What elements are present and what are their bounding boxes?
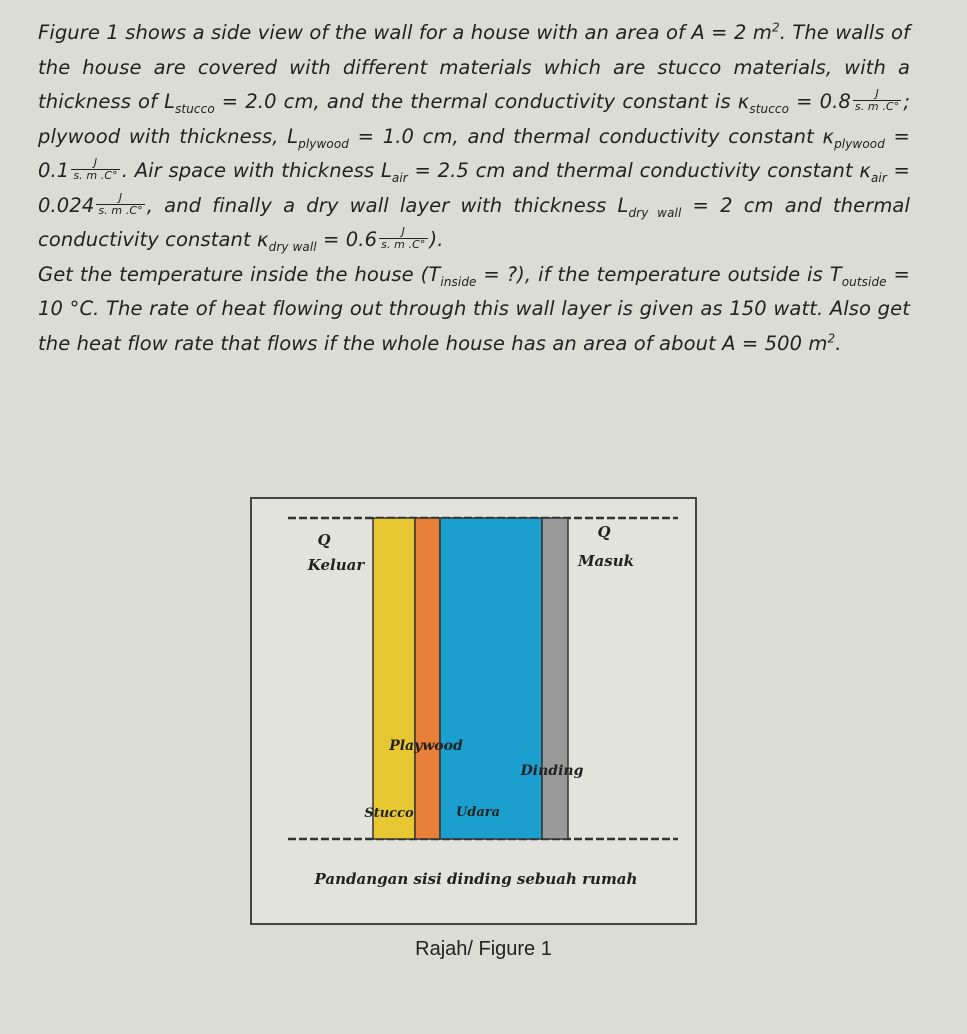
unit-fraction: $\frac{J}{s. m .C^\circ}$ <box>73 156 118 182</box>
air-layer <box>440 518 542 839</box>
inflow-label: Masuk <box>577 552 635 570</box>
unit-fraction: $\frac{J}{s. m .C^\circ}$ <box>854 87 900 113</box>
drywall-layer <box>542 518 568 839</box>
air-label: Udara <box>455 805 501 820</box>
stucco-layer <box>373 518 415 839</box>
problem-text <box>38 16 910 361</box>
unit-fraction: $\frac{J}{s. m .C^\circ}$ <box>98 190 143 217</box>
wall-diagram <box>252 499 695 923</box>
figure-subtitle: Pandangan sisi dinding sebuah rumah <box>314 870 638 888</box>
figure-frame <box>250 497 697 925</box>
outflow-label: Keluar <box>307 556 365 574</box>
unit-fraction: $\frac{J}{s. m .C^\circ}$ <box>381 225 426 251</box>
stucco-label: Stucco <box>364 806 414 821</box>
plywood-layer <box>415 518 440 839</box>
problem-paragraph-2: Get the temperature inside the house ($T_{inside}$ = ?), if the temperature outside is $T_{outside} = 10$ °C. The rate of heat flowing out through this wall layer is given as 150 watt. Also get the heat flow rate that flows if the whole house has an area of about A = 500 $m^2$. <box>38 262 910 355</box>
figure-caption: Rajah/ Figure 1 <box>415 938 552 960</box>
problem-paragraph-1: Figure 1 shows a side view of the wall for a house with an area of A = 2 $m^2$. The walls of the house are covered with different materials which are stucco materials, with a thickness of $L_{stucco} = 2.0$ cm, and the thermal conductivity constant is $\kappa_{stucco} = 0.8$ $\frac{J}{s. m .C^\circ}$ ; plywood with thickness, $L_{plywood} = 1.0$ cm, and thermal conductivity constant $\kappa_{plywood} = 0.1$ $\frac{J}{s. m .C^\circ}$ . Air space with thickness $L_{air} = 2.5$ cm and thermal conductivity constant $\kappa_{air} = 0.024$ $\frac{J}{s. m .C^\circ}$ , and finally a dry wall layer with thickness $L_{dry wall} = 2$ cm and thermal conductivity constant $\kappa_{dry wall} = 0.6$ $\frac{J}{s. m .C^\circ}$ ). <box>38 20 910 254</box>
q-right-label: Q <box>597 523 611 541</box>
plywood-label: Playwood <box>389 738 463 754</box>
drywall-label: Dinding <box>520 763 584 779</box>
q-left-label: Q <box>317 531 331 549</box>
